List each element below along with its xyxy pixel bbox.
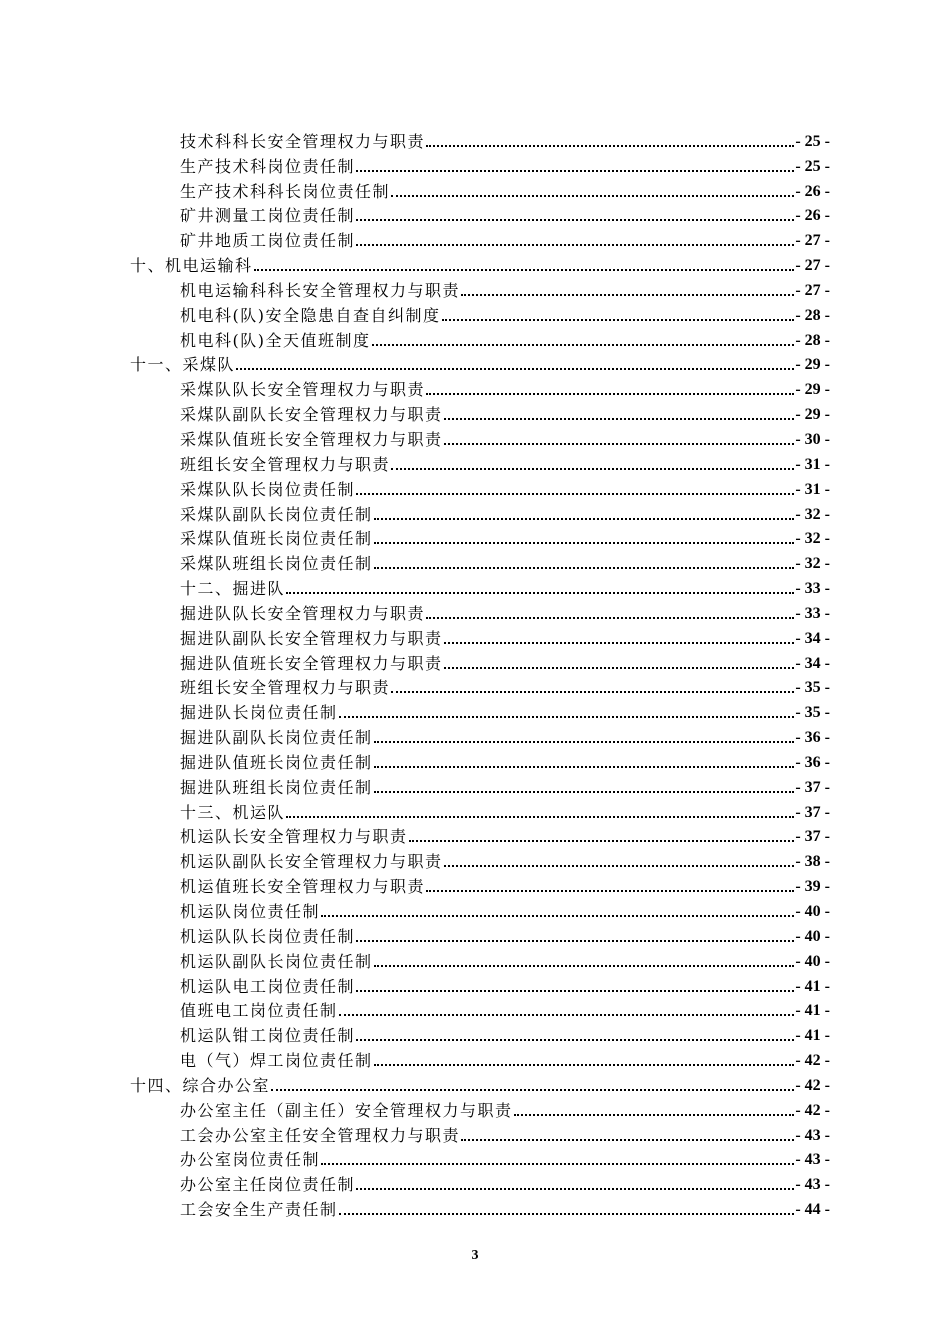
- toc-entry-title: 采煤队副队长岗位责任制: [180, 504, 373, 524]
- toc-entry-page: - 31 -: [795, 480, 830, 498]
- toc-entry[interactable]: [0, 747, 950, 772]
- toc-entry-title: 机运队长安全管理权力与职责: [180, 827, 408, 847]
- toc-entry-title: 机运队电工岗位责任制: [180, 976, 356, 996]
- toc-entry-title: 机运队岗位责任制: [180, 902, 321, 921]
- toc-entry[interactable]: [0, 325, 950, 350]
- toc-entry-page: - 31 -: [795, 455, 830, 473]
- toc-entry-page: - 41 -: [795, 977, 830, 995]
- toc-dot-leader: [426, 145, 794, 147]
- toc-entry-title: 办公室主任（副主任）安全管理权力与职责: [180, 1100, 513, 1120]
- toc-entry-title: 生产技术科岗位责任制: [180, 156, 356, 176]
- toc-entry[interactable]: [0, 648, 950, 673]
- toc-entry[interactable]: [0, 126, 950, 151]
- toc-dot-leader: [374, 518, 795, 520]
- toc-dot-leader: [461, 294, 794, 296]
- toc-entry-title: 十、机电运输科: [130, 256, 253, 276]
- toc-entry-page: - 37 -: [795, 803, 830, 821]
- toc-entry-page: - 38 -: [795, 853, 830, 871]
- toc-dot-leader: [356, 940, 794, 942]
- toc-dot-leader: [254, 269, 795, 271]
- toc-entry[interactable]: [0, 921, 950, 946]
- toc-entry[interactable]: [0, 524, 950, 549]
- toc-entry-title: 值班电工岗位责任制: [180, 1001, 338, 1021]
- toc-entry-page: - 44 -: [795, 1201, 830, 1219]
- toc-dot-leader: [514, 1114, 795, 1116]
- toc-dot-leader: [391, 691, 794, 693]
- toc-entry[interactable]: [0, 374, 950, 399]
- toc-dot-leader: [372, 344, 795, 346]
- toc-dot-leader: [236, 368, 794, 370]
- toc-entry-page: - 25 -: [795, 132, 830, 150]
- toc-dot-leader: [374, 791, 795, 793]
- toc-entry-page: - 34 -: [795, 654, 830, 672]
- toc-entry[interactable]: [0, 822, 950, 847]
- toc-entry-title: 工会办公室主任安全管理权力与职责: [180, 1125, 461, 1145]
- toc-entry[interactable]: [0, 772, 950, 797]
- toc-entry[interactable]: [0, 673, 950, 698]
- toc-dot-leader: [356, 990, 794, 992]
- toc-entry-title: 采煤队值班长岗位责任制: [180, 529, 373, 549]
- toc-entry[interactable]: [0, 474, 950, 499]
- toc-dot-leader: [426, 393, 794, 395]
- page-number: 3: [471, 1248, 479, 1263]
- toc-entry-page: - 30 -: [795, 430, 830, 448]
- toc-entry-page: - 36 -: [795, 753, 830, 771]
- toc-entry-page: - 25 -: [795, 157, 830, 175]
- toc-entry-title: 十四、综合办公室: [130, 1075, 271, 1095]
- toc-entry-page: - 29 -: [795, 356, 830, 374]
- toc-dot-leader: [409, 840, 795, 842]
- toc-entry-page: - 34 -: [795, 629, 830, 647]
- toc-entry-page: - 43 -: [795, 1126, 830, 1144]
- toc-dot-leader: [426, 617, 794, 619]
- toc-entry-title: 办公室岗位责任制: [180, 1150, 321, 1170]
- toc-entry-page: - 35 -: [795, 679, 830, 697]
- toc-entry-title: 掘进队班组长岗位责任制: [180, 777, 373, 797]
- toc-entry-page: - 33 -: [795, 580, 830, 598]
- toc-entry-page: - 42 -: [795, 1076, 830, 1094]
- toc-entry-title: 机运队副队长岗位责任制: [180, 951, 373, 971]
- toc-entry[interactable]: [0, 275, 950, 300]
- toc-entry[interactable]: [0, 1095, 950, 1120]
- toc-entry[interactable]: [0, 871, 950, 896]
- toc-entry-title: 采煤队副队长安全管理权力与职责: [180, 405, 443, 425]
- toc-entry-page: - 26 -: [795, 207, 830, 225]
- toc-entry[interactable]: [0, 225, 950, 250]
- toc-dot-leader: [374, 741, 795, 743]
- toc-entry[interactable]: [0, 548, 950, 573]
- toc-entry-page: - 43 -: [795, 1151, 830, 1169]
- toc-entry-page: - 32 -: [795, 505, 830, 523]
- toc-entry-page: - 37 -: [795, 778, 830, 796]
- toc-entry-page: - 42 -: [795, 1101, 830, 1119]
- toc-entry-title: 掘进队长岗位责任制: [180, 703, 338, 723]
- toc-entry-page: - 39 -: [795, 878, 830, 896]
- toc-entry[interactable]: [0, 399, 950, 424]
- toc-entry[interactable]: [0, 1169, 950, 1194]
- toc-dot-leader: [356, 219, 794, 221]
- toc-dot-leader: [374, 1064, 795, 1066]
- toc-entry[interactable]: [0, 946, 950, 971]
- toc-dot-leader: [442, 319, 795, 321]
- toc-entry-title: 采煤队班组长岗位责任制: [180, 554, 373, 574]
- toc-entry-page: - 35 -: [795, 704, 830, 722]
- toc-dot-leader: [444, 642, 795, 644]
- toc-entry-page: - 26 -: [795, 182, 830, 200]
- toc-entry-title: 十二、掘进队: [180, 579, 286, 599]
- toc-dot-leader: [356, 1039, 794, 1041]
- toc-entry[interactable]: [0, 424, 950, 449]
- toc-entry-page: - 33 -: [795, 604, 830, 622]
- toc-dot-leader: [461, 1139, 794, 1141]
- toc-entry[interactable]: [0, 846, 950, 871]
- toc-dot-leader: [286, 816, 794, 818]
- toc-entry-title: 十三、机运队: [180, 802, 286, 822]
- toc-dot-leader: [339, 716, 795, 718]
- toc-dot-leader: [374, 542, 795, 544]
- toc-entry-title: 机运队副队长安全管理权力与职责: [180, 852, 443, 872]
- toc-entry-page: - 40 -: [795, 927, 830, 945]
- toc-entry[interactable]: [0, 350, 950, 375]
- toc-entry[interactable]: [0, 996, 950, 1021]
- toc-entry-page: - 27 -: [795, 232, 830, 250]
- toc-entry-title: 机电科(队)全天值班制度: [180, 330, 371, 350]
- toc-entry-title: 班组长安全管理权力与职责: [180, 454, 391, 474]
- toc-entry-title: 矿井测量工岗位责任制: [180, 206, 356, 226]
- toc-entry-title: 掘进队值班长岗位责任制: [180, 752, 373, 772]
- toc-entry-page: - 32 -: [795, 555, 830, 573]
- toc-entry-title: 技术科科长安全管理权力与职责: [180, 131, 426, 151]
- toc-entry-title: 采煤队值班长安全管理权力与职责: [180, 429, 443, 449]
- toc-entry-title: 工会安全生产责任制: [180, 1200, 338, 1220]
- toc-entry[interactable]: [0, 449, 950, 474]
- toc-entry-page: - 28 -: [795, 306, 830, 324]
- toc-entry[interactable]: [0, 896, 950, 921]
- toc-dot-leader: [374, 766, 795, 768]
- toc-entry-page: - 43 -: [795, 1176, 830, 1194]
- toc-entry[interactable]: [0, 250, 950, 275]
- table-of-contents: [0, 126, 950, 1219]
- toc-entry[interactable]: [0, 797, 950, 822]
- toc-entry-page: - 42 -: [795, 1052, 830, 1070]
- toc-entry-title: 机运队队长岗位责任制: [180, 926, 356, 946]
- toc-dot-leader: [391, 468, 794, 470]
- toc-dot-leader: [339, 1213, 795, 1215]
- toc-entry-page: - 37 -: [795, 828, 830, 846]
- toc-entry-page: - 28 -: [795, 331, 830, 349]
- toc-entry[interactable]: [0, 300, 950, 325]
- toc-entry[interactable]: [0, 499, 950, 524]
- toc-dot-leader: [339, 1014, 795, 1016]
- toc-entry[interactable]: [0, 598, 950, 623]
- toc-dot-leader: [356, 1188, 794, 1190]
- toc-entry[interactable]: [0, 1045, 950, 1070]
- toc-entry-page: - 27 -: [795, 281, 830, 299]
- toc-entry-title: 掘进队副队长岗位责任制: [180, 728, 373, 748]
- toc-entry[interactable]: [0, 1194, 950, 1219]
- toc-entry[interactable]: [0, 697, 950, 722]
- toc-entry-title: 机运队钳工岗位责任制: [180, 1026, 356, 1046]
- toc-entry[interactable]: [0, 1070, 950, 1095]
- toc-entry[interactable]: [0, 1020, 950, 1045]
- toc-dot-leader: [391, 195, 794, 197]
- toc-entry-title: 十一、采煤队: [130, 355, 236, 375]
- toc-entry-page: - 27 -: [795, 257, 830, 275]
- toc-dot-leader: [374, 567, 795, 569]
- toc-dot-leader: [444, 443, 795, 445]
- toc-entry-title: 办公室主任岗位责任制: [180, 1175, 356, 1195]
- toc-entry[interactable]: [0, 151, 950, 176]
- toc-dot-leader: [374, 965, 795, 967]
- toc-entry-title: 电（气）焊工岗位责任制: [180, 1051, 373, 1071]
- toc-entry-title: 矿井地质工岗位责任制: [180, 231, 356, 251]
- toc-dot-leader: [356, 170, 794, 172]
- toc-dot-leader: [356, 244, 794, 246]
- toc-entry-title: 掘进队队长安全管理权力与职责: [180, 603, 426, 623]
- toc-entry[interactable]: [0, 573, 950, 598]
- toc-entry[interactable]: [0, 1120, 950, 1145]
- toc-entry-title: 生产技术科科长岗位责任制: [180, 181, 391, 201]
- toc-entry[interactable]: [0, 722, 950, 747]
- toc-dot-leader: [426, 890, 794, 892]
- toc-entry[interactable]: [0, 176, 950, 201]
- toc-dot-leader: [356, 493, 794, 495]
- toc-dot-leader: [321, 1163, 794, 1165]
- toc-entry-page: - 29 -: [795, 381, 830, 399]
- toc-entry-title: 采煤队队长岗位责任制: [180, 479, 356, 499]
- toc-entry-title: 掘进队副队长安全管理权力与职责: [180, 628, 443, 648]
- toc-entry-title: 机电运输科科长安全管理权力与职责: [180, 280, 461, 300]
- toc-entry-page: - 29 -: [795, 406, 830, 424]
- toc-entry-page: - 40 -: [795, 903, 830, 920]
- toc-entry-page: - 41 -: [795, 1002, 830, 1020]
- toc-dot-leader: [444, 865, 795, 867]
- toc-entry[interactable]: [0, 201, 950, 226]
- toc-entry-title: 班组长安全管理权力与职责: [180, 678, 391, 698]
- toc-entry-title: 机电科(队)安全隐患自查自纠制度: [180, 305, 441, 325]
- toc-dot-leader: [271, 1089, 794, 1091]
- toc-entry-page: - 36 -: [795, 729, 830, 747]
- toc-entry-title: 掘进队值班长安全管理权力与职责: [180, 653, 443, 673]
- toc-entry[interactable]: [0, 971, 950, 996]
- toc-entry-page: - 32 -: [795, 530, 830, 548]
- toc-dot-leader: [444, 667, 795, 669]
- toc-entry-page: - 41 -: [795, 1027, 830, 1045]
- toc-dot-leader: [444, 418, 795, 420]
- toc-dot-leader: [286, 592, 794, 594]
- toc-entry-title: 机运值班长安全管理权力与职责: [180, 877, 426, 897]
- toc-entry-title: 采煤队队长安全管理权力与职责: [180, 380, 426, 400]
- toc-entry-page: - 40 -: [795, 952, 830, 970]
- toc-entry[interactable]: [0, 1145, 950, 1170]
- toc-entry[interactable]: [0, 623, 950, 648]
- toc-dot-leader: [321, 915, 794, 917]
